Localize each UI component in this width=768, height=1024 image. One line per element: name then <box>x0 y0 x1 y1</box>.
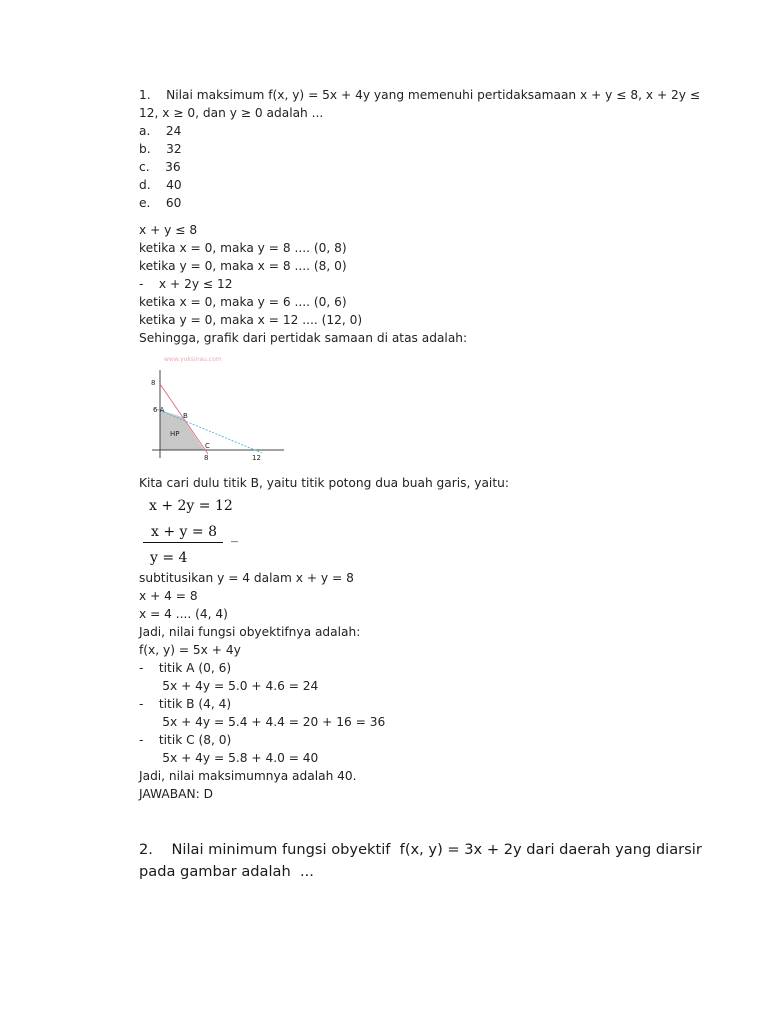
solution-line: - x + 2y ≤ 12 <box>139 277 233 291</box>
q2-stem-line2: pada gambar adalah ... <box>139 863 314 880</box>
x-tick-8: 8 <box>204 454 209 462</box>
solution-line: ketika x = 0, maka y = 6 .... (0, 6) <box>139 295 347 309</box>
solution-line: Jadi, nilai maksimumnya adalah 40. <box>139 769 357 783</box>
q1-stem-line2: 12, x ≥ 0, dan y ≥ 0 adalah ... <box>139 106 324 120</box>
hp-label: HP <box>170 430 180 438</box>
solution-line: x + 4 = 8 <box>139 589 198 603</box>
x-tick-12: 12 <box>252 454 261 462</box>
elimination-underline <box>143 542 223 543</box>
solution-line: 5x + 4y = 5.4 + 4.4 = 20 + 16 = 36 <box>139 715 386 729</box>
solution-line: - titik B (4, 4) <box>139 697 232 711</box>
elimination-result: y = 4 <box>150 550 188 566</box>
solution-line: - titik A (0, 6) <box>139 661 232 675</box>
point-c-label: C <box>205 442 210 450</box>
elimination-minus-sign: _ <box>231 527 238 543</box>
feasible-region-graph <box>146 352 291 464</box>
q1-stem-line1: 1. Nilai maksimum f(x, y) = 5x + 4y yang memenuhi pertidaksamaan x + y ≤ 8, x + 2y ≤ <box>139 88 701 102</box>
y-tick-8: 8 <box>151 379 156 387</box>
graph-watermark: www.yuksinau.com <box>164 356 222 363</box>
q1-option-b: b. 32 <box>139 142 182 156</box>
elimination-eq1: x + 2y = 12 <box>149 498 233 514</box>
intro-point-b: Kita cari dulu titik B, yaitu titik potong dua buah garis, yaitu: <box>139 476 509 490</box>
solution-line: x = 4 .... (4, 4) <box>139 607 228 621</box>
point-a-label: 6 A <box>153 406 165 414</box>
solution-line: x + y ≤ 8 <box>139 223 198 237</box>
solution-line: Jadi, nilai fungsi obyektifnya adalah: <box>139 625 361 639</box>
q1-option-e: e. 60 <box>139 196 182 210</box>
point-b-label: B <box>183 412 188 420</box>
solution-line: ketika x = 0, maka y = 8 .... (0, 8) <box>139 241 347 255</box>
q1-option-c: c. 36 <box>139 160 181 174</box>
solution-line: 5x + 4y = 5.8 + 4.0 = 40 <box>139 751 319 765</box>
solution-line: ketika y = 0, maka x = 8 .... (8, 0) <box>139 259 347 273</box>
solution-line: 5x + 4y = 5.0 + 4.6 = 24 <box>139 679 319 693</box>
q1-option-a: a. 24 <box>139 124 182 138</box>
solution-line: - titik C (8, 0) <box>139 733 232 747</box>
q1-option-d: d. 40 <box>139 178 182 192</box>
solution-line: Sehingga, grafik dari pertidak samaan di atas adalah: <box>139 331 468 345</box>
solution-line: ketika y = 0, maka x = 12 .... (12, 0) <box>139 313 363 327</box>
solution-line: f(x, y) = 5x + 4y <box>139 643 241 657</box>
elimination-eq2: x + y = 8 <box>151 524 217 540</box>
q2-stem-line1: 2. Nilai minimum fungsi obyektif f(x, y) = 3x + 2y dari daerah yang diarsir <box>139 841 702 858</box>
answer-line: JAWABAN: D <box>139 787 213 801</box>
solution-line: subtitusikan y = 4 dalam x + y = 8 <box>139 571 354 585</box>
